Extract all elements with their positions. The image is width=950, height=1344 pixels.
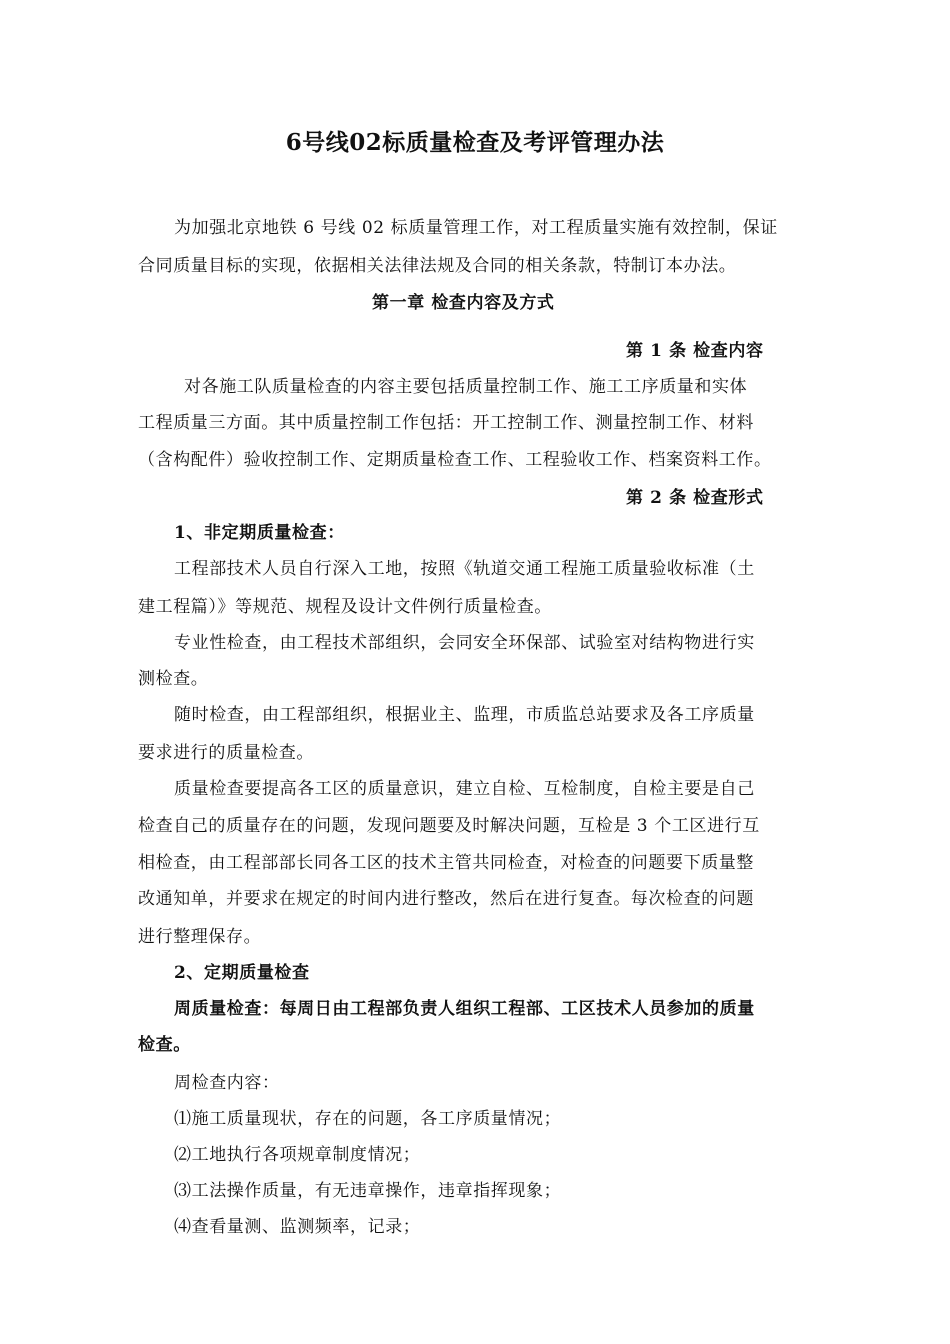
document-text-line: 改通知单，并要求在规定的时间内进行整改，然后在进行复查。每次检查的问题 xyxy=(138,889,754,909)
document-text-line: 随时检查，由工程部组织，根据业主、监理，市质监总站要求及各工序质量 xyxy=(174,705,755,725)
document-text-line: 工程质量三方面。其中质量控制工作包括：开工控制工作、测量控制工作、材料 xyxy=(138,413,754,433)
document-text-line: 建工程篇）》等规范、规程及设计文件例行质量检查。 xyxy=(138,597,552,617)
document-heading-line: 第一章 检查内容及方式 xyxy=(372,293,555,313)
document-text-line: 质量检查要提高各工区的质量意识，建立自检、互检制度，自检主要是自己 xyxy=(174,779,755,799)
document-text-line: 专业性检查，由工程技术部组织，会同安全环保部、试验室对结构物进行实 xyxy=(174,633,755,653)
document-heading-line: 2、定期质量检查 xyxy=(174,963,310,983)
document-text-line: 要求进行的质量检查。 xyxy=(138,743,314,763)
document-heading-line: 检查。 xyxy=(138,1035,191,1055)
document-text-line: 周检查内容： xyxy=(174,1073,280,1093)
document-text-line: （含构配件）验收控制工作、定期质量检查工作、工程验收工作、档案资料工作。 xyxy=(138,450,772,470)
document-heading-line: 第 1 条 检查内容 xyxy=(626,341,764,361)
document-title: 6号线02标质量检查及考评管理办法 xyxy=(285,129,665,156)
document-heading-line: 周质量检查：每周日由工程部负责人组织工程部、工区技术人员参加的质量 xyxy=(174,999,755,1019)
document-text-line: 测检查。 xyxy=(138,669,209,689)
document-text-line: ⑵工地执行各项规章制度情况； xyxy=(174,1145,421,1165)
document-text-line: 为加强北京地铁 6 号线 02 标质量管理工作，对工程质量实施有效控制，保证 xyxy=(174,218,778,238)
document-text-line: 相检查，由工程部部长同各工区的技术主管共同检查，对检查的问题要下质量整 xyxy=(138,853,754,873)
document-heading-line: 第 2 条 检查形式 xyxy=(626,488,764,508)
document-text-line: 工程部技术人员自行深入工地，按照《轨道交通工程施工质量验收标准（土 xyxy=(174,559,755,579)
document-text-line: ⑴施工质量现状，存在的问题，各工序质量情况； xyxy=(174,1109,562,1129)
document-text-line: 进行整理保存。 xyxy=(138,927,262,947)
document-heading-line: 1、非定期质量检查： xyxy=(174,523,345,543)
document-text-line: 对各施工队质量检查的内容主要包括质量控制工作、施工工序质量和实体 xyxy=(184,377,748,397)
document-text-line: ⑷查看量测、监测频率，记录； xyxy=(174,1217,421,1237)
document-text-line: ⑶工法操作质量，有无违章操作，违章指挥现象； xyxy=(174,1181,562,1201)
document-text-line: 合同质量目标的实现，依据相关法律法规及合同的相关条款，特制订本办法。 xyxy=(138,256,737,276)
document-text-line: 检查自己的质量存在的问题，发现问题要及时解决问题，互检是 3 个工区进行互 xyxy=(138,816,760,836)
